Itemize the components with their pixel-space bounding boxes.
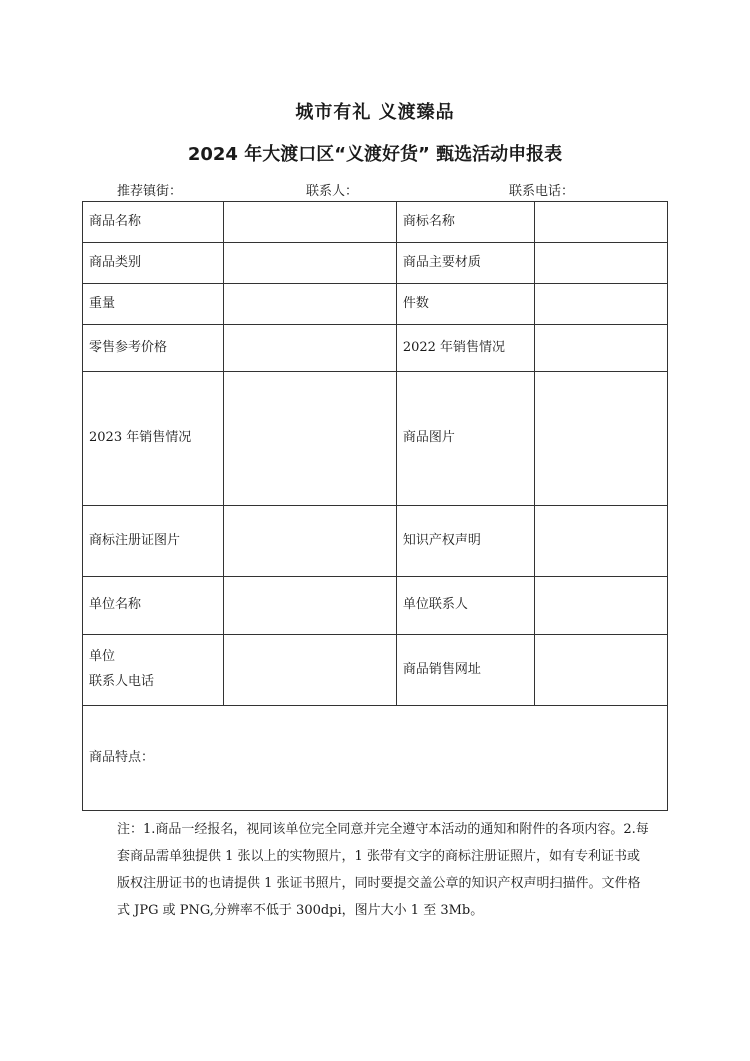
table-row bbox=[83, 372, 668, 506]
trademark-name-field[interactable] bbox=[534, 202, 667, 243]
unit-phone-label-line2: 联系人电话 bbox=[89, 674, 155, 689]
unit-phone-field[interactable] bbox=[224, 635, 397, 706]
unit-name-label: 单位名称 bbox=[83, 577, 224, 635]
table-row bbox=[83, 325, 668, 372]
unit-phone-label bbox=[83, 635, 224, 706]
unit-contact-field[interactable] bbox=[534, 577, 667, 635]
unit-name-field[interactable] bbox=[224, 577, 397, 635]
table-row bbox=[83, 243, 668, 284]
application-form-table bbox=[82, 201, 668, 811]
contact-phone-label: 联系电话： bbox=[509, 184, 575, 199]
ip-statement-label: 知识产权声明 bbox=[396, 506, 534, 577]
weight-field[interactable] bbox=[224, 284, 397, 325]
sales-2022-label: 2022 年销售情况 bbox=[396, 325, 534, 372]
info-row bbox=[0, 180, 750, 200]
trademark-name-label: 商标名称 bbox=[396, 202, 534, 243]
form-title: 城市有礼 义渡臻品 bbox=[295, 102, 455, 123]
contact-person-label: 联系人： bbox=[306, 184, 359, 199]
trademark-cert-image-field[interactable] bbox=[224, 506, 397, 577]
product-features-field[interactable] bbox=[83, 706, 668, 811]
product-category-label: 商品类别 bbox=[83, 243, 224, 284]
sales-2023-field[interactable] bbox=[224, 372, 397, 506]
sales-2022-field[interactable] bbox=[534, 325, 667, 372]
sales-url-label: 商品销售网址 bbox=[396, 635, 534, 706]
pieces-field[interactable] bbox=[534, 284, 667, 325]
product-image-label: 商品图片 bbox=[396, 372, 534, 506]
unit-phone-label-line1: 单位 bbox=[89, 649, 116, 665]
product-features-label: 商品特点： bbox=[89, 749, 155, 765]
product-image-field[interactable] bbox=[534, 372, 667, 506]
product-name-field[interactable] bbox=[224, 202, 397, 243]
unit-contact-label: 单位联系人 bbox=[396, 577, 534, 635]
weight-label: 重量 bbox=[83, 284, 224, 325]
table-row bbox=[83, 706, 668, 811]
table-row bbox=[83, 577, 668, 635]
product-category-field[interactable] bbox=[224, 243, 397, 284]
trademark-cert-image-label: 商标注册证图片 bbox=[83, 506, 224, 577]
ip-statement-field[interactable] bbox=[534, 506, 667, 577]
product-name-label: 商品名称 bbox=[83, 202, 224, 243]
main-material-label: 商品主要材质 bbox=[396, 243, 534, 284]
sales-url-field[interactable] bbox=[534, 635, 667, 706]
table-row bbox=[83, 284, 668, 325]
table-row bbox=[83, 506, 668, 577]
notes-paragraph: 注：1.商品一经报名，视同该单位完全同意并完全遵守本活动的通知和附件的各项内容。2.每套商品需单独提供 1 张以上的实物照片，1 张带有文字的商标注册证照片，如有专利证书或版权注册证书的也请提供 1 张证书照片，同时要提交盖公章的知识产权声明扫描件。文件格式 JPG 或 PNG,分辨率不低于 300dpi，图片大小 1 至 3Mb。 bbox=[117, 822, 649, 918]
recommending-street-label: 推荐镇街： bbox=[117, 184, 183, 199]
form-subtitle: 2024 年大渡口区“义渡好货” 甄选活动申报表 bbox=[187, 144, 563, 165]
pieces-label: 件数 bbox=[396, 284, 534, 325]
table-row bbox=[83, 202, 668, 243]
retail-price-field[interactable] bbox=[224, 325, 397, 372]
retail-price-label: 零售参考价格 bbox=[83, 325, 224, 372]
sales-2023-label: 2023 年销售情况 bbox=[83, 372, 224, 506]
table-row bbox=[83, 635, 668, 706]
main-material-field[interactable] bbox=[534, 243, 667, 284]
